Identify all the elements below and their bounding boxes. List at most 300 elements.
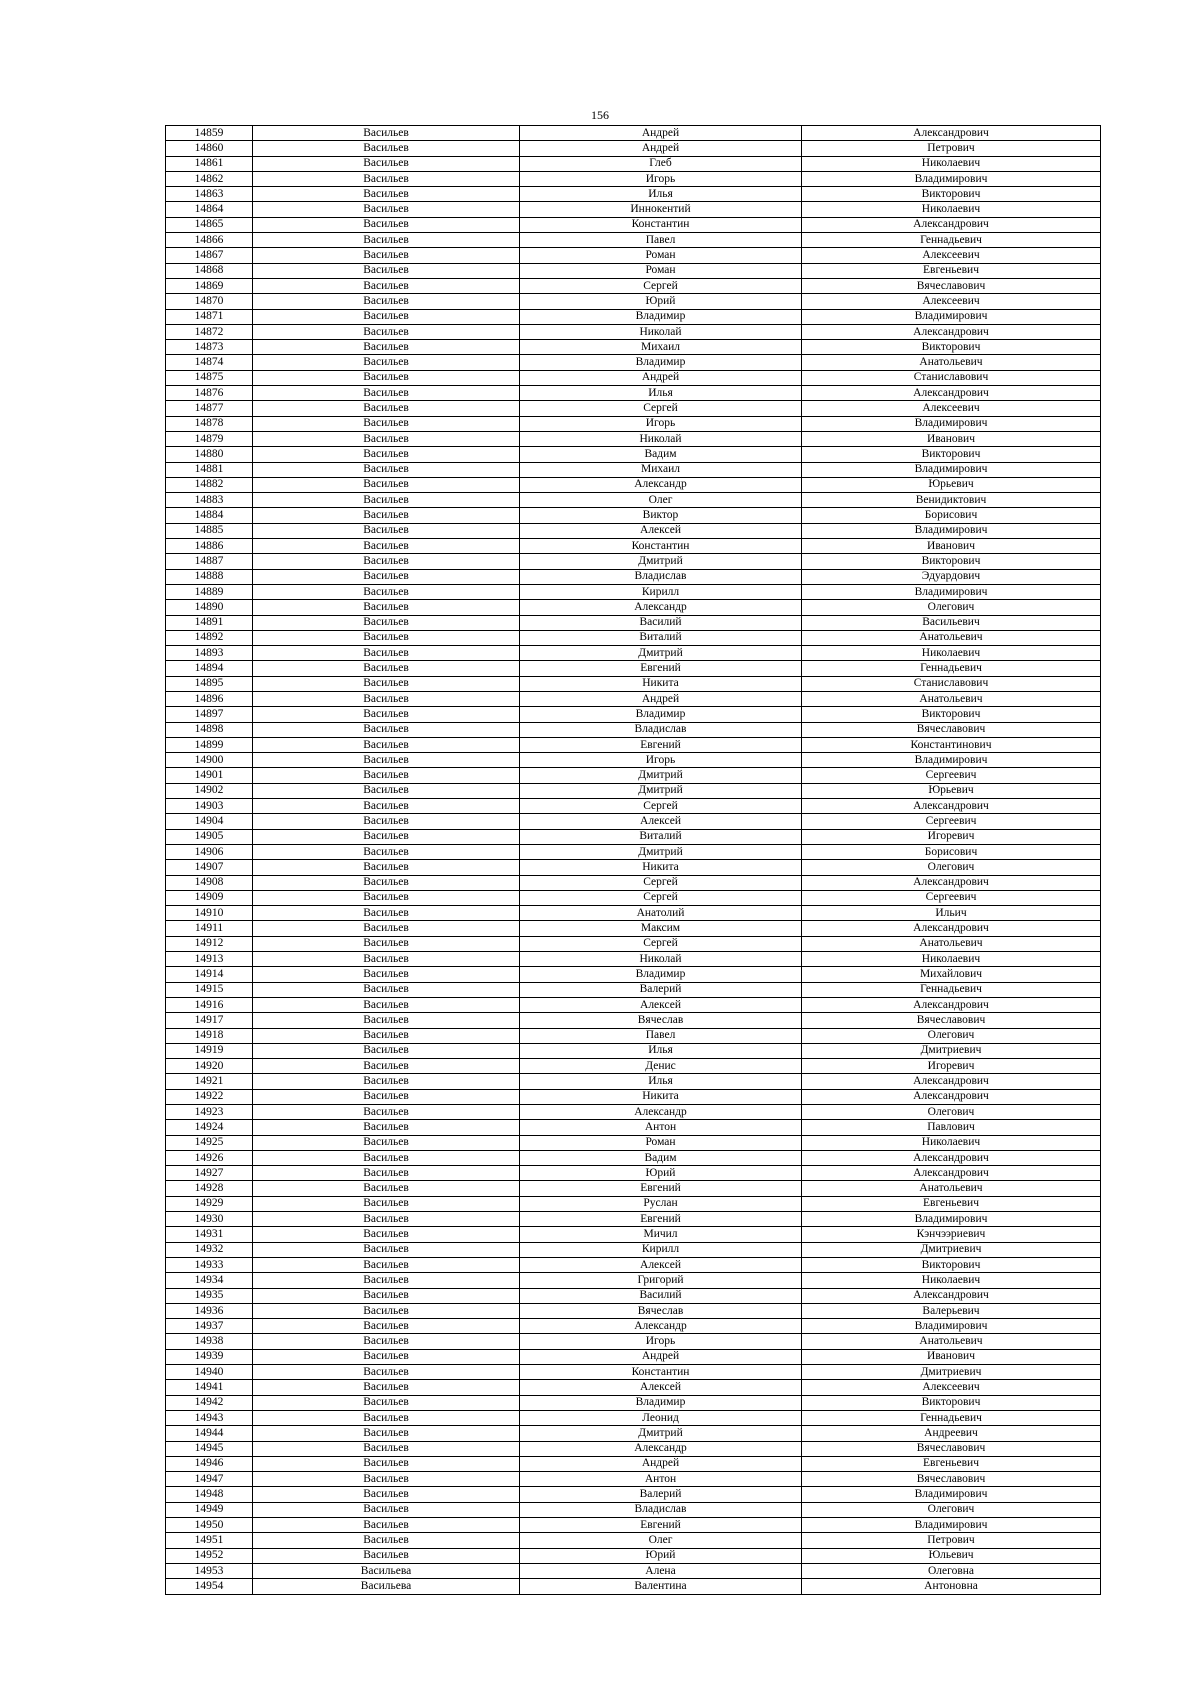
row-number: 14890 (166, 600, 253, 615)
table-row (166, 799, 1101, 814)
patronymic: Ильич (802, 906, 1101, 921)
row-number: 14876 (166, 386, 253, 401)
first-name: Александр (520, 1319, 802, 1334)
first-name: Сергей (520, 401, 802, 416)
table-row (166, 1120, 1101, 1135)
first-name: Олег (520, 1533, 802, 1548)
patronymic: Викторович (802, 554, 1101, 569)
table-row (166, 554, 1101, 569)
first-name: Игорь (520, 1334, 802, 1349)
row-number: 14873 (166, 340, 253, 355)
last-name: Васильев (253, 401, 520, 416)
last-name: Васильев (253, 1181, 520, 1196)
last-name: Васильев (253, 860, 520, 875)
row-number: 14934 (166, 1273, 253, 1288)
row-number: 14912 (166, 936, 253, 951)
last-name: Васильев (253, 1120, 520, 1135)
row-number: 14914 (166, 967, 253, 982)
patronymic: Анатольевич (802, 630, 1101, 645)
first-name: Виталий (520, 829, 802, 844)
first-name: Александр (520, 600, 802, 615)
last-name: Васильев (253, 386, 520, 401)
first-name: Вячеслав (520, 1303, 802, 1318)
table-row (166, 844, 1101, 859)
row-number: 14922 (166, 1089, 253, 1104)
patronymic: Геннадьевич (802, 233, 1101, 248)
table-row (166, 416, 1101, 431)
first-name: Роман (520, 1135, 802, 1150)
row-number: 14907 (166, 860, 253, 875)
first-name: Максим (520, 921, 802, 936)
last-name: Васильев (253, 141, 520, 156)
first-name: Алексей (520, 523, 802, 538)
last-name: Васильев (253, 477, 520, 492)
table-row (166, 1579, 1101, 1594)
patronymic: Вячеславович (802, 722, 1101, 737)
first-name: Игорь (520, 416, 802, 431)
patronymic: Николаевич (802, 1273, 1101, 1288)
table-row (166, 309, 1101, 324)
row-number: 14948 (166, 1487, 253, 1502)
row-number: 14921 (166, 1074, 253, 1089)
table-row (166, 493, 1101, 508)
last-name: Васильев (253, 508, 520, 523)
row-number: 14889 (166, 584, 253, 599)
first-name: Григорий (520, 1273, 802, 1288)
first-name: Никита (520, 1089, 802, 1104)
patronymic: Венидиктович (802, 493, 1101, 508)
table-row (166, 783, 1101, 798)
last-name: Васильев (253, 340, 520, 355)
table-row (166, 1426, 1101, 1441)
row-number: 14906 (166, 844, 253, 859)
patronymic: Александрович (802, 217, 1101, 232)
table-row (166, 768, 1101, 783)
table-row (166, 1441, 1101, 1456)
last-name: Васильев (253, 753, 520, 768)
patronymic: Николаевич (802, 156, 1101, 171)
table-row (166, 324, 1101, 339)
patronymic: Владимирович (802, 584, 1101, 599)
last-name: Васильев (253, 370, 520, 385)
table-row (166, 1105, 1101, 1120)
last-name: Васильев (253, 615, 520, 630)
row-number: 14951 (166, 1533, 253, 1548)
row-number: 14909 (166, 890, 253, 905)
row-number: 14859 (166, 126, 253, 141)
first-name: Валерий (520, 982, 802, 997)
last-name: Васильев (253, 952, 520, 967)
last-name: Васильев (253, 294, 520, 309)
row-number: 14884 (166, 508, 253, 523)
patronymic: Александрович (802, 921, 1101, 936)
row-number: 14926 (166, 1150, 253, 1165)
row-number: 14894 (166, 661, 253, 676)
row-number: 14913 (166, 952, 253, 967)
table-row (166, 952, 1101, 967)
first-name: Илья (520, 386, 802, 401)
table-row (166, 1074, 1101, 1089)
last-name: Васильев (253, 707, 520, 722)
first-name: Павел (520, 233, 802, 248)
last-name: Васильев (253, 1028, 520, 1043)
register-body (166, 126, 1101, 1595)
patronymic: Вячеславович (802, 1013, 1101, 1028)
row-number: 14860 (166, 141, 253, 156)
last-name: Васильев (253, 630, 520, 645)
table-row (166, 1518, 1101, 1533)
first-name: Сергей (520, 278, 802, 293)
patronymic: Анатольевич (802, 691, 1101, 706)
row-number: 14869 (166, 278, 253, 293)
last-name: Васильев (253, 202, 520, 217)
table-row (166, 340, 1101, 355)
table-row (166, 477, 1101, 492)
first-name: Сергей (520, 799, 802, 814)
row-number: 14892 (166, 630, 253, 645)
patronymic: Алексеевич (802, 248, 1101, 263)
last-name: Васильев (253, 1013, 520, 1028)
table-row (166, 294, 1101, 309)
patronymic: Юльевич (802, 1548, 1101, 1563)
table-row (166, 691, 1101, 706)
last-name: Васильев (253, 1365, 520, 1380)
table-row (166, 737, 1101, 752)
row-number: 14891 (166, 615, 253, 630)
first-name: Вячеслав (520, 1013, 802, 1028)
table-row (166, 431, 1101, 446)
row-number: 14904 (166, 814, 253, 829)
last-name: Васильев (253, 416, 520, 431)
last-name: Васильев (253, 1303, 520, 1318)
row-number: 14886 (166, 539, 253, 554)
table-row (166, 661, 1101, 676)
patronymic: Олегович (802, 860, 1101, 875)
table-row (166, 707, 1101, 722)
last-name: Васильев (253, 921, 520, 936)
first-name: Виталий (520, 630, 802, 645)
first-name: Сергей (520, 936, 802, 951)
patronymic: Александрович (802, 1150, 1101, 1165)
last-name: Васильев (253, 523, 520, 538)
patronymic: Вячеславович (802, 1441, 1101, 1456)
first-name: Кирилл (520, 584, 802, 599)
table-row (166, 263, 1101, 278)
row-number: 14945 (166, 1441, 253, 1456)
patronymic: Викторович (802, 707, 1101, 722)
last-name: Васильев (253, 783, 520, 798)
row-number: 14905 (166, 829, 253, 844)
patronymic: Владимирович (802, 1518, 1101, 1533)
first-name: Константин (520, 1365, 802, 1380)
last-name: Васильев (253, 1105, 520, 1120)
last-name: Васильев (253, 187, 520, 202)
last-name: Васильев (253, 722, 520, 737)
last-name: Васильева (253, 1563, 520, 1578)
table-row (166, 539, 1101, 554)
row-number: 14944 (166, 1426, 253, 1441)
table-row (166, 1196, 1101, 1211)
patronymic: Геннадьевич (802, 982, 1101, 997)
last-name: Васильев (253, 1196, 520, 1211)
first-name: Илья (520, 1074, 802, 1089)
row-number: 14882 (166, 477, 253, 492)
patronymic: Андреевич (802, 1426, 1101, 1441)
last-name: Васильев (253, 309, 520, 324)
row-number: 14939 (166, 1349, 253, 1364)
patronymic: Викторович (802, 447, 1101, 462)
table-row (166, 508, 1101, 523)
last-name: Васильев (253, 1089, 520, 1104)
row-number: 14937 (166, 1319, 253, 1334)
patronymic: Алексеевич (802, 401, 1101, 416)
patronymic: Юрьевич (802, 783, 1101, 798)
table-row (166, 875, 1101, 890)
first-name: Анатолий (520, 906, 802, 921)
table-row (166, 584, 1101, 599)
first-name: Дмитрий (520, 554, 802, 569)
first-name: Евгений (520, 1518, 802, 1533)
patronymic: Борисович (802, 844, 1101, 859)
table-row (166, 217, 1101, 232)
last-name: Васильев (253, 799, 520, 814)
last-name: Васильев (253, 890, 520, 905)
row-number: 14879 (166, 431, 253, 446)
row-number: 14933 (166, 1257, 253, 1272)
patronymic: Кэнчээриевич (802, 1227, 1101, 1242)
patronymic: Викторович (802, 187, 1101, 202)
patronymic: Владимирович (802, 523, 1101, 538)
first-name: Денис (520, 1059, 802, 1074)
row-number: 14910 (166, 906, 253, 921)
first-name: Илья (520, 1043, 802, 1058)
first-name: Юрий (520, 1548, 802, 1563)
table-row (166, 997, 1101, 1012)
row-number: 14954 (166, 1579, 253, 1594)
last-name: Васильев (253, 1059, 520, 1074)
patronymic: Дмитриевич (802, 1043, 1101, 1058)
row-number: 14927 (166, 1166, 253, 1181)
last-name: Васильев (253, 997, 520, 1012)
last-name: Васильев (253, 1410, 520, 1425)
row-number: 14868 (166, 263, 253, 278)
first-name: Вадим (520, 1150, 802, 1165)
first-name: Роман (520, 248, 802, 263)
last-name: Васильев (253, 1074, 520, 1089)
row-number: 14880 (166, 447, 253, 462)
register-table (165, 125, 1101, 1595)
table-row (166, 1563, 1101, 1578)
patronymic: Олегович (802, 600, 1101, 615)
last-name: Васильев (253, 278, 520, 293)
first-name: Евгений (520, 661, 802, 676)
last-name: Васильев (253, 1135, 520, 1150)
last-name: Васильев (253, 1380, 520, 1395)
last-name: Васильев (253, 814, 520, 829)
last-name: Васильев (253, 1518, 520, 1533)
table-row (166, 967, 1101, 982)
patronymic: Александрович (802, 997, 1101, 1012)
row-number: 14881 (166, 462, 253, 477)
table-row (166, 1365, 1101, 1380)
row-number: 14874 (166, 355, 253, 370)
row-number: 14896 (166, 691, 253, 706)
table-row (166, 523, 1101, 538)
first-name: Валентина (520, 1579, 802, 1594)
first-name: Василий (520, 1288, 802, 1303)
first-name: Александр (520, 1105, 802, 1120)
last-name: Васильев (253, 1441, 520, 1456)
row-number: 14918 (166, 1028, 253, 1043)
patronymic: Станиславович (802, 370, 1101, 385)
table-row (166, 921, 1101, 936)
row-number: 14862 (166, 171, 253, 186)
patronymic: Владимирович (802, 1212, 1101, 1227)
patronymic: Сергеевич (802, 890, 1101, 905)
first-name: Вадим (520, 447, 802, 462)
patronymic: Игоревич (802, 829, 1101, 844)
table-row (166, 1319, 1101, 1334)
last-name: Васильев (253, 554, 520, 569)
last-name: Васильев (253, 248, 520, 263)
last-name: Васильев (253, 1257, 520, 1272)
patronymic: Олеговна (802, 1563, 1101, 1578)
last-name: Васильев (253, 661, 520, 676)
first-name: Глеб (520, 156, 802, 171)
last-name: Васильев (253, 691, 520, 706)
table-row (166, 1334, 1101, 1349)
last-name: Васильев (253, 1212, 520, 1227)
first-name: Дмитрий (520, 1426, 802, 1441)
row-number: 14898 (166, 722, 253, 737)
row-number: 14883 (166, 493, 253, 508)
table-row (166, 1288, 1101, 1303)
patronymic: Владимирович (802, 309, 1101, 324)
first-name: Евгений (520, 737, 802, 752)
first-name: Андрей (520, 141, 802, 156)
table-row (166, 1303, 1101, 1318)
table-row (166, 982, 1101, 997)
row-number: 14887 (166, 554, 253, 569)
table-row (166, 355, 1101, 370)
patronymic: Иванович (802, 1349, 1101, 1364)
last-name: Васильев (253, 1426, 520, 1441)
patronymic: Владимирович (802, 1487, 1101, 1502)
first-name: Николай (520, 952, 802, 967)
row-number: 14931 (166, 1227, 253, 1242)
row-number: 14950 (166, 1518, 253, 1533)
patronymic: Сергеевич (802, 814, 1101, 829)
table-row (166, 1013, 1101, 1028)
last-name: Васильев (253, 431, 520, 446)
table-row (166, 1089, 1101, 1104)
table-row (166, 890, 1101, 905)
last-name: Васильев (253, 1043, 520, 1058)
row-number: 14897 (166, 707, 253, 722)
patronymic: Владимирович (802, 462, 1101, 477)
row-number: 14930 (166, 1212, 253, 1227)
last-name: Васильев (253, 1150, 520, 1165)
patronymic: Александрович (802, 1089, 1101, 1104)
first-name: Руслан (520, 1196, 802, 1211)
last-name: Васильев (253, 646, 520, 661)
patronymic: Константинович (802, 737, 1101, 752)
row-number: 14899 (166, 737, 253, 752)
patronymic: Николаевич (802, 952, 1101, 967)
row-number: 14936 (166, 1303, 253, 1318)
patronymic: Александрович (802, 324, 1101, 339)
first-name: Константин (520, 217, 802, 232)
table-row (166, 401, 1101, 416)
patronymic: Васильевич (802, 615, 1101, 630)
first-name: Владимир (520, 707, 802, 722)
first-name: Валерий (520, 1487, 802, 1502)
last-name: Васильев (253, 1273, 520, 1288)
table-row (166, 386, 1101, 401)
patronymic: Петрович (802, 1533, 1101, 1548)
patronymic: Олегович (802, 1028, 1101, 1043)
table-row (166, 676, 1101, 691)
row-number: 14947 (166, 1472, 253, 1487)
last-name: Васильев (253, 737, 520, 752)
table-row (166, 1227, 1101, 1242)
first-name: Виктор (520, 508, 802, 523)
patronymic: Дмитриевич (802, 1242, 1101, 1257)
table-row (166, 370, 1101, 385)
patronymic: Владимирович (802, 416, 1101, 431)
patronymic: Алексеевич (802, 1380, 1101, 1395)
table-row (166, 1043, 1101, 1058)
first-name: Сергей (520, 890, 802, 905)
patronymic: Александрович (802, 386, 1101, 401)
row-number: 14916 (166, 997, 253, 1012)
patronymic: Игоревич (802, 1059, 1101, 1074)
patronymic: Викторович (802, 1395, 1101, 1410)
last-name: Васильев (253, 126, 520, 141)
row-number: 14923 (166, 1105, 253, 1120)
last-name: Васильев (253, 676, 520, 691)
last-name: Васильев (253, 1548, 520, 1563)
last-name: Васильев (253, 1487, 520, 1502)
first-name: Леонид (520, 1410, 802, 1425)
row-number: 14908 (166, 875, 253, 890)
first-name: Роман (520, 263, 802, 278)
first-name: Дмитрий (520, 646, 802, 661)
table-row (166, 126, 1101, 141)
row-number: 14919 (166, 1043, 253, 1058)
row-number: 14943 (166, 1410, 253, 1425)
first-name: Владислав (520, 722, 802, 737)
last-name: Васильев (253, 875, 520, 890)
last-name: Васильев (253, 1288, 520, 1303)
first-name: Владимир (520, 967, 802, 982)
last-name: Васильев (253, 217, 520, 232)
first-name: Дмитрий (520, 844, 802, 859)
last-name: Васильев (253, 447, 520, 462)
patronymic: Юрьевич (802, 477, 1101, 492)
patronymic: Анатольевич (802, 1334, 1101, 1349)
patronymic: Алексеевич (802, 294, 1101, 309)
row-number: 14885 (166, 523, 253, 538)
table-row (166, 569, 1101, 584)
last-name: Васильев (253, 569, 520, 584)
first-name: Никита (520, 860, 802, 875)
table-row (166, 156, 1101, 171)
first-name: Андрей (520, 1456, 802, 1471)
patronymic: Владимирович (802, 1319, 1101, 1334)
table-row (166, 1059, 1101, 1074)
first-name: Евгений (520, 1181, 802, 1196)
